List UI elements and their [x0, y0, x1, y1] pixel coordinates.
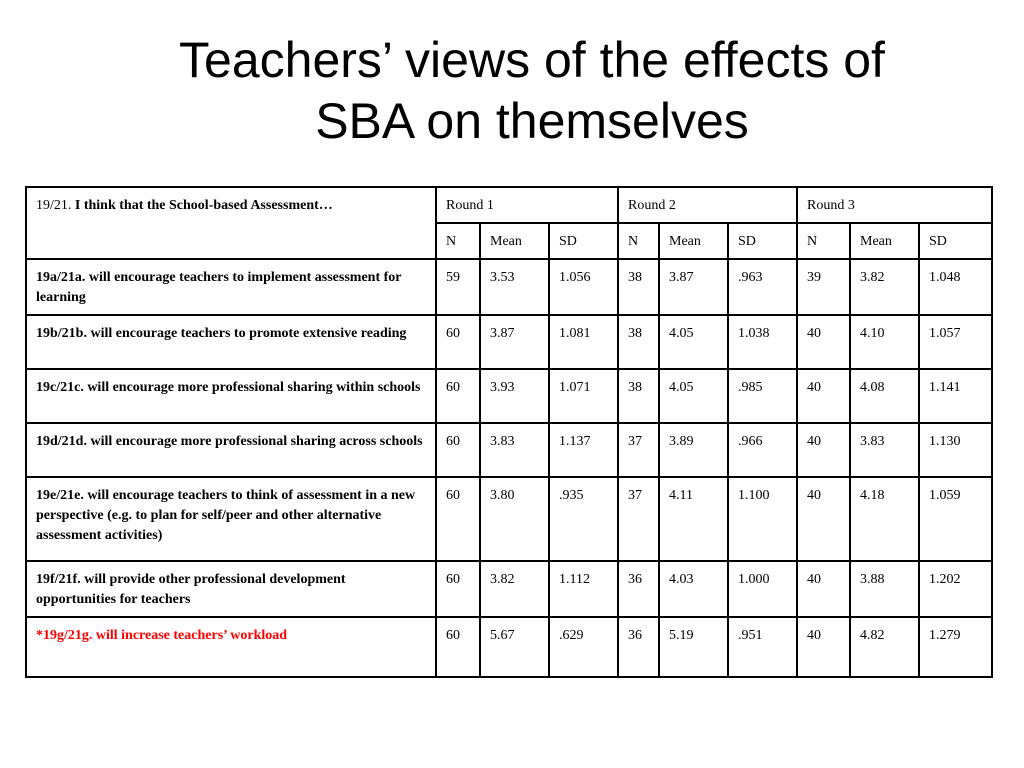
round-1-header: Round 1	[436, 187, 618, 223]
subheader-mean: Mean	[850, 223, 919, 259]
question-text: I think that the School-based Assessment…	[74, 198, 333, 213]
cell-mean: 4.03	[659, 561, 728, 617]
cell-sd: 1.057	[919, 315, 992, 369]
cell-sd: 1.202	[919, 561, 992, 617]
cell-sd: .935	[549, 477, 618, 561]
round-2-header: Round 2	[618, 187, 797, 223]
table-row	[26, 617, 992, 677]
cell-n: 40	[797, 423, 850, 477]
cell-sd: 1.059	[919, 477, 992, 561]
cell-n: 38	[618, 259, 659, 315]
cell-mean: 4.10	[850, 315, 919, 369]
cell-n: 40	[797, 617, 850, 677]
table-row	[26, 477, 992, 561]
cell-sd: 1.100	[728, 477, 797, 561]
cell-mean: 3.89	[659, 423, 728, 477]
cell-n: 36	[618, 561, 659, 617]
cell-mean: 3.80	[480, 477, 549, 561]
cell-n: 60	[436, 477, 480, 561]
cell-sd: 1.071	[549, 369, 618, 423]
slide-title	[0, 30, 1024, 152]
cell-mean: 4.05	[659, 315, 728, 369]
cell-n: 60	[436, 561, 480, 617]
cell-sd: 1.038	[728, 315, 797, 369]
cell-n: 40	[797, 369, 850, 423]
cell-sd: 1.130	[919, 423, 992, 477]
cell-mean: 3.53	[480, 259, 549, 315]
cell-mean: 3.88	[850, 561, 919, 617]
cell-n: 38	[618, 315, 659, 369]
cell-sd: 1.279	[919, 617, 992, 677]
cell-sd: .985	[728, 369, 797, 423]
subheader-n: N	[436, 223, 480, 259]
cell-mean: 3.82	[850, 259, 919, 315]
table-row	[26, 423, 992, 477]
table-row	[26, 369, 992, 423]
row-label: 19f/21f. will provide other professional development opportunities for teachers	[26, 561, 436, 617]
cell-n: 39	[797, 259, 850, 315]
question-header-cell	[26, 187, 436, 259]
cell-n: 60	[436, 617, 480, 677]
cell-sd: 1.056	[549, 259, 618, 315]
cell-n: 60	[436, 423, 480, 477]
cell-sd: .966	[728, 423, 797, 477]
subheader-sd: SD	[549, 223, 618, 259]
cell-mean: 5.19	[659, 617, 728, 677]
cell-n: 40	[797, 477, 850, 561]
cell-mean: 3.87	[659, 259, 728, 315]
slide-title-line-2: SBA on themselves	[315, 93, 749, 149]
slide-title-line-1: Teachers’ views of the effects of	[179, 32, 885, 88]
cell-mean: 3.83	[850, 423, 919, 477]
subheader-n: N	[797, 223, 850, 259]
row-label: 19a/21a. will encourage teachers to implement assessment for learning	[26, 259, 436, 315]
cell-sd: .951	[728, 617, 797, 677]
cell-mean: 3.82	[480, 561, 549, 617]
cell-n: 37	[618, 423, 659, 477]
row-label: 19e/21e. will encourage teachers to think of assessment in a new perspective (e.g. to plan for self/peer and other alternative assessment activities)	[26, 477, 436, 561]
cell-sd: 1.048	[919, 259, 992, 315]
row-label: 19b/21b. will encourage teachers to promote extensive reading	[26, 315, 436, 369]
header-row-rounds	[26, 187, 992, 223]
cell-sd: 1.000	[728, 561, 797, 617]
round-3-header: Round 3	[797, 187, 992, 223]
cell-n: 37	[618, 477, 659, 561]
question-prefix: 19/21.	[36, 198, 72, 213]
subheader-sd: SD	[728, 223, 797, 259]
cell-n: 36	[618, 617, 659, 677]
cell-sd: 1.141	[919, 369, 992, 423]
row-label: 19d/21d. will encourage more professional sharing across schools	[26, 423, 436, 477]
cell-n: 40	[797, 561, 850, 617]
cell-n: 59	[436, 259, 480, 315]
cell-mean: 4.05	[659, 369, 728, 423]
table-row	[26, 561, 992, 617]
cell-n: 40	[797, 315, 850, 369]
subheader-sd: SD	[919, 223, 992, 259]
cell-mean: 4.82	[850, 617, 919, 677]
cell-n: 60	[436, 315, 480, 369]
cell-mean: 4.08	[850, 369, 919, 423]
cell-sd: 1.137	[549, 423, 618, 477]
table-row	[26, 259, 992, 315]
cell-sd: 1.081	[549, 315, 618, 369]
results-table	[25, 186, 993, 678]
cell-n: 60	[436, 369, 480, 423]
subheader-mean: Mean	[480, 223, 549, 259]
table-row	[26, 315, 992, 369]
subheader-n: N	[618, 223, 659, 259]
cell-n: 38	[618, 369, 659, 423]
subheader-mean: Mean	[659, 223, 728, 259]
row-label: 19c/21c. will encourage more professional sharing within schools	[26, 369, 436, 423]
cell-sd: .963	[728, 259, 797, 315]
cell-sd: 1.112	[549, 561, 618, 617]
cell-mean: 3.87	[480, 315, 549, 369]
cell-mean: 5.67	[480, 617, 549, 677]
cell-mean: 3.83	[480, 423, 549, 477]
row-label: *19g/21g. will increase teachers’ workload	[26, 617, 436, 677]
cell-mean: 4.11	[659, 477, 728, 561]
cell-mean: 3.93	[480, 369, 549, 423]
cell-sd: .629	[549, 617, 618, 677]
cell-mean: 4.18	[850, 477, 919, 561]
